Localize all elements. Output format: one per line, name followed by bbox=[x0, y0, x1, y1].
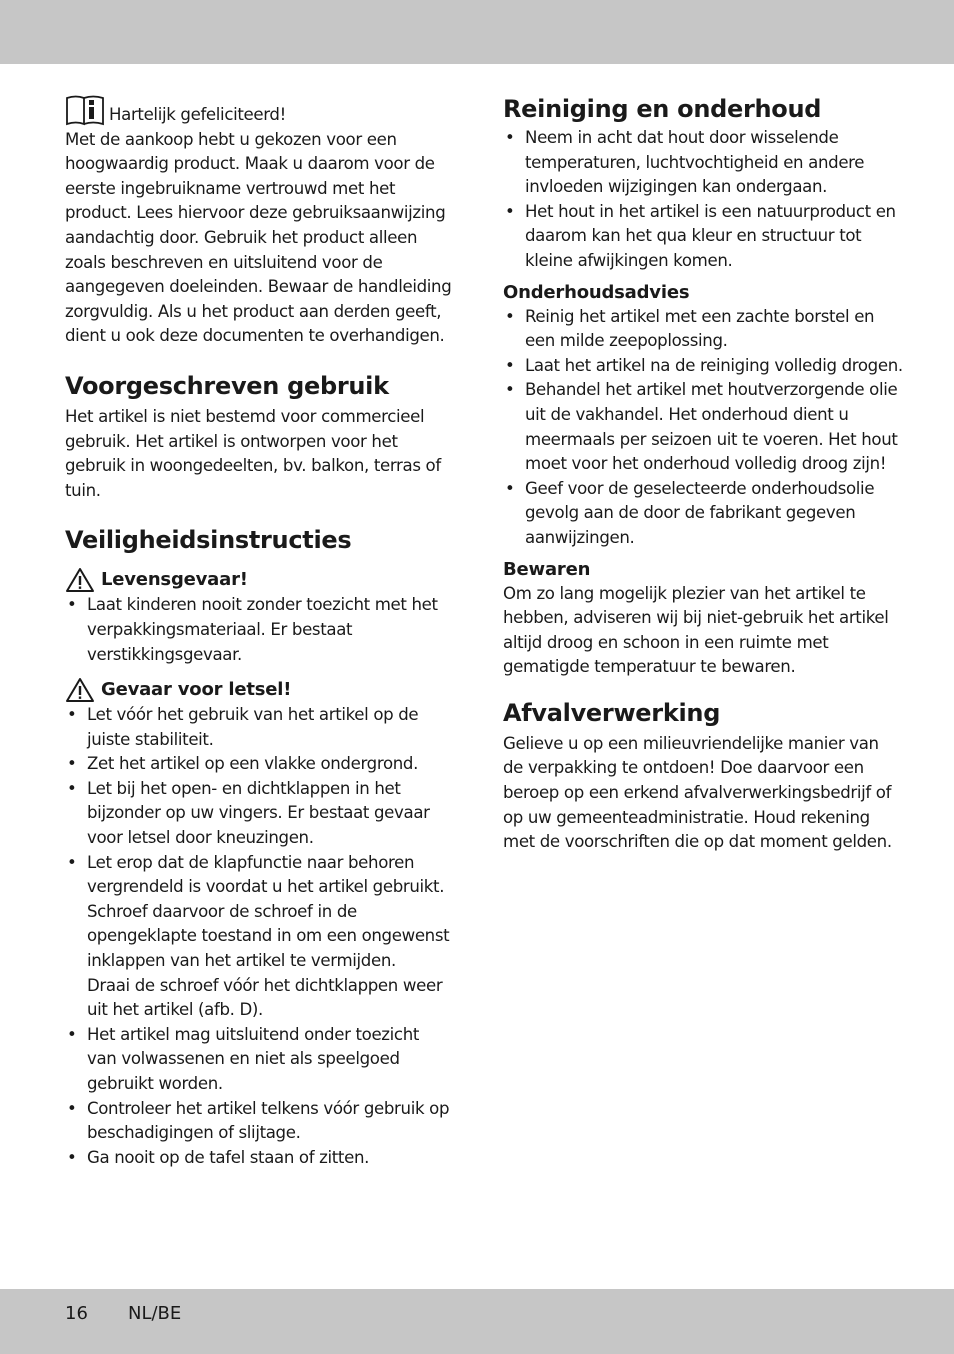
storage-title: Bewaren bbox=[503, 558, 591, 580]
list-item: • Let vóór het gebruik van het artikel op de juiste stabiliteit. bbox=[65, 703, 453, 752]
usage-heading: Voorgeschreven gebruik bbox=[65, 371, 389, 400]
list-item: • Reinig het artikel met een zachte borstel en een milde zeepoplossing. bbox=[503, 305, 903, 354]
list-item: • Controleer het artikel telkens vóór gebruik op beschadigingen of slijtage. bbox=[65, 1097, 453, 1146]
info-book-icon bbox=[65, 94, 105, 126]
intro-greeting: Hartelijk gefeliciteerd! bbox=[109, 105, 286, 124]
safety-heading: Veiligheidsinstructies bbox=[65, 526, 352, 555]
list-item: • Geef voor de geselecteerde onderhoudsolie gevolg aan de door de fabrikant gegeven aanwijzingen. bbox=[503, 477, 903, 551]
list-item: • Laat het artikel na de reiniging volledig drogen. bbox=[503, 354, 903, 379]
storage-body: Om zo lang mogelijk plezier van het artikel te hebben, adviseren wij bij niet-gebruik het artikel altijd droog en schoon in een ruimte met gematigde temperatuur te bewaren. bbox=[503, 583, 889, 677]
list-item-text: Let erop dat de klapfunctie naar behoren vergrendeld is voordat u het artikel gebruikt. Schroef daarvoor de schroef in de opengeklapte toestand in om een ongewenst inklappen van het artikel te vermijden. bbox=[87, 852, 450, 971]
injury-list bbox=[65, 703, 453, 1170]
list-item: • Zet het artikel op een vlakke ondergrond. bbox=[65, 752, 453, 777]
list-item: • Neem in acht dat hout door wisselende temperaturen, luchtvochtigheid en andere invloeden wijzigingen kan ondergaan. bbox=[503, 126, 903, 200]
list-item: • Let bij het open- en dichtklappen in het bijzonder op uw vingers. Er bestaat gevaar voor letsel door kneuzingen. bbox=[65, 777, 453, 851]
left-column bbox=[65, 94, 453, 1170]
list-item: • Laat kinderen nooit zonder toezicht met het verpakkingsmateriaal. Er bestaat verstikkingsgevaar. bbox=[65, 593, 453, 667]
right-column bbox=[503, 94, 903, 855]
page-number: 16 bbox=[65, 1303, 88, 1324]
intro-body: Met de aankoop hebt u gekozen voor een hoogwaardig product. Maak u daarom voor de eerste ingebruikname vertrouwd met het product. Lees hiervoor deze gebruiksaanwijzing aandachtig door. Gebruik het product alleen zoals beschreven en uitsluitend voor de aangegeven doeleinden. Bewaar de handleiding zorgvuldig. Als u het product aan derden geeft, dient u ook deze documenten te overhandigen. bbox=[65, 129, 452, 346]
disposal-body: Gelieve u op een milieuvriendelijke manier van de verpakking te ontdoen! Doe daarvoor een beroep op een erkend afvalverwerkingsbedrijf of op uw gemeenteadministratie. Houd rekening met de voorschriften die op dat moment gelden. bbox=[503, 733, 892, 852]
warning-triangle-icon bbox=[65, 677, 95, 703]
warning-triangle-icon bbox=[65, 567, 95, 593]
list-item: • Het artikel mag uitsluitend onder toezicht van volwassenen en niet als speelgoed gebruikt worden. bbox=[65, 1023, 453, 1097]
danger-list bbox=[65, 593, 453, 667]
advice-title: Onderhoudsadvies bbox=[503, 281, 690, 303]
injury-title: Gevaar voor letsel! bbox=[101, 679, 292, 701]
locale-label: NL/BE bbox=[128, 1303, 182, 1324]
cleaning-heading: Reiniging en onderhoud bbox=[503, 95, 822, 123]
danger-title: Levensgevaar! bbox=[101, 569, 248, 591]
list-item: • Het hout in het artikel is een natuurproduct en daarom kan het qua kleur en structuur tot kleine afwijkingen komen. bbox=[503, 200, 903, 274]
advice-list bbox=[503, 305, 903, 551]
header-band bbox=[0, 0, 954, 64]
intro-greeting-line bbox=[65, 94, 453, 128]
list-item bbox=[65, 851, 453, 1023]
list-item-extra: Draai de schroef vóór het dichtklappen weer uit het artikel (afb. D). bbox=[87, 975, 443, 1020]
disposal-heading: Afvalverwerking bbox=[503, 698, 721, 727]
usage-body: Het artikel is niet bestemd voor commercieel gebruik. Het artikel is ontworpen voor het gebruik in woongedeelten, bv. balkon, terras of tuin. bbox=[65, 406, 441, 500]
list-item: • Behandel het artikel met houtverzorgende olie uit de vakhandel. Het onderhoud dient u meermaals per seizoen uit te voeren. Het hout moet voor het onderhoud volledig droog zijn! bbox=[503, 378, 903, 476]
list-item: • Ga nooit op de tafel staan of zitten. bbox=[65, 1146, 453, 1171]
injury-warning bbox=[65, 677, 453, 703]
danger-warning bbox=[65, 567, 453, 593]
cleaning-list bbox=[503, 126, 903, 274]
